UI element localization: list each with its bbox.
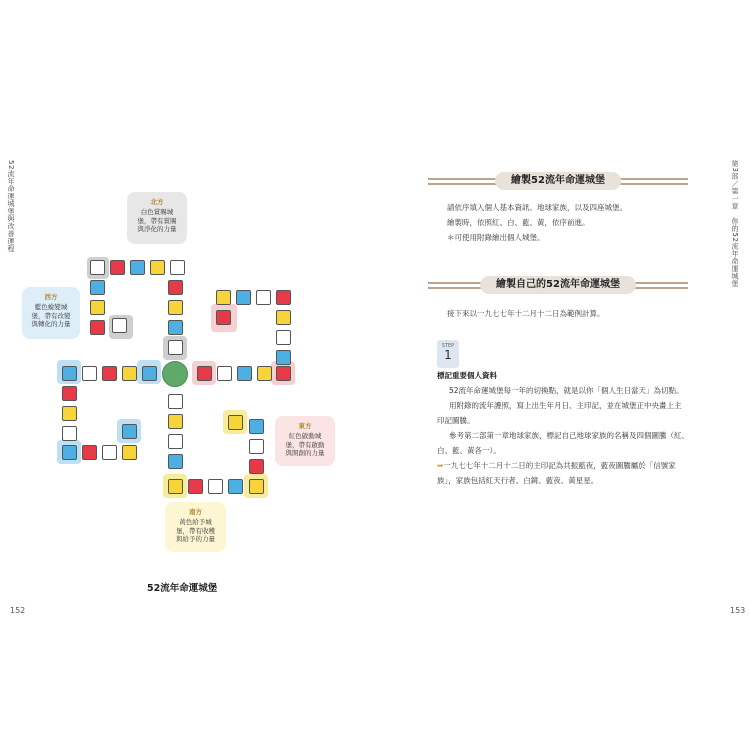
section1-line: 請依序填入個人基本資訊、地球家族，以及四座城堡。 xyxy=(447,203,627,212)
section2-intro: 接下來以一九七七年十二月十二日為範例計算。 xyxy=(447,309,605,318)
castle-cell xyxy=(90,280,105,295)
castle-cell xyxy=(62,406,77,421)
castle-cell xyxy=(276,310,291,325)
step-line: 白、藍、黃各一）。 xyxy=(437,446,501,455)
castle-cell xyxy=(249,459,264,474)
castle-cell xyxy=(256,290,271,305)
west-line: 與轉化的力量 xyxy=(31,320,71,329)
castle-cell xyxy=(216,290,231,305)
section2-title: 繪製自己的52流年命運城堡 xyxy=(480,276,636,294)
castle-cell xyxy=(168,280,183,295)
east-line: 與開創的力量 xyxy=(285,449,325,458)
south-line: 與給予的力量 xyxy=(176,535,215,544)
east-line: 紅色啟動城 xyxy=(288,431,322,440)
castle-cell xyxy=(276,290,291,305)
step-line: 用附錄的流年護照，寫上出生年月日、主印記，並在城堡正中央畫上主 xyxy=(449,401,682,410)
castle-cell xyxy=(249,439,264,454)
page-number-right: 153 xyxy=(730,606,746,615)
castle-cell xyxy=(102,366,117,381)
step-line: 一九七七年十二月十二日的主印記為共振藍夜，藍夜圖騰屬於「信號家 xyxy=(443,461,676,470)
running-head-right: 第3部／第一章 你的52流年命運城堡 xyxy=(731,160,739,288)
castle-cell xyxy=(276,366,291,381)
west-line: 堡，帶有改變 xyxy=(31,311,71,320)
south-line: 黃色給予城 xyxy=(179,517,212,526)
west-line: 藍色蛻變城 xyxy=(34,302,68,311)
section1-banner xyxy=(428,170,688,192)
section1-line: 繪製時，依照紅、白、藍、黃，依序前進。 xyxy=(447,218,590,227)
castle-cell xyxy=(122,445,137,460)
section1-body xyxy=(447,200,627,245)
castle-cell xyxy=(150,260,165,275)
castle-cell xyxy=(168,340,183,355)
east-title: 東方 xyxy=(298,422,312,430)
north-line: 與淨化的力量 xyxy=(137,225,177,234)
castle-cell xyxy=(82,366,97,381)
south-title: 南方 xyxy=(189,508,202,516)
north-line: 白色賞賜城 xyxy=(140,207,174,216)
step-number: 1 xyxy=(444,348,452,362)
castle-cell xyxy=(168,434,183,449)
castle-cell xyxy=(168,300,183,315)
castle-cell xyxy=(62,386,77,401)
castle-cell xyxy=(236,290,251,305)
castle-cell xyxy=(90,260,105,275)
castle-cell xyxy=(168,454,183,469)
castle-cell xyxy=(168,414,183,429)
castle-cell xyxy=(62,366,77,381)
castle-cell xyxy=(122,424,137,439)
running-head-left: 52流年命運城堡與改善運程 xyxy=(7,160,15,253)
castle-cell xyxy=(170,260,185,275)
right-page xyxy=(375,0,750,750)
castle-cell xyxy=(168,479,183,494)
north-line: 堡，帶有賞賜 xyxy=(137,216,177,225)
castle-cell xyxy=(249,419,264,434)
castle-cell xyxy=(217,366,232,381)
step-line: 族」，家族包括紅天行者、白鏡、藍夜、黃星星。 xyxy=(437,476,599,485)
castle-cell xyxy=(216,310,231,325)
step-title: 標記重要個人資料 xyxy=(437,371,497,380)
castle-cell xyxy=(102,445,117,460)
castle-cell xyxy=(257,366,272,381)
north-title: 北方 xyxy=(150,198,164,206)
south-line: 堡，帶有收穫 xyxy=(176,526,215,535)
arrow-icon: ➡ xyxy=(437,461,444,470)
section1-line: ＊可使用附錄繪出個人城堡。 xyxy=(447,233,545,242)
step-body xyxy=(437,383,717,488)
castle-cell xyxy=(62,445,77,460)
castle-cell xyxy=(130,260,145,275)
page-number-left: 152 xyxy=(10,606,26,615)
castle-cell xyxy=(82,445,97,460)
step-line: 52流年命運城堡每一年的切換點，就是以你「個人生日當天」為切點。 xyxy=(449,386,684,395)
step-line: 參考第二部第一章地球家族，標記自己地球家族的名稱及四個圖騰（紅、 xyxy=(449,431,689,440)
castle-cell xyxy=(90,320,105,335)
castle-cell xyxy=(276,350,291,365)
step-badge xyxy=(437,340,459,368)
section2-banner xyxy=(428,274,688,296)
castle-cell xyxy=(276,330,291,345)
diagram-caption: 52流年命運城堡 xyxy=(147,583,218,594)
east-line: 堡，帶有啟動 xyxy=(285,440,325,449)
castle-cell xyxy=(62,426,77,441)
castle-cell xyxy=(249,479,264,494)
castle-cell xyxy=(208,479,223,494)
castle-cell xyxy=(142,366,157,381)
step-label: STEP xyxy=(441,343,455,349)
castle-cell xyxy=(228,479,243,494)
castle-cell xyxy=(168,320,183,335)
castle-cell xyxy=(168,394,183,409)
castle-cell xyxy=(90,300,105,315)
castle-cell xyxy=(237,366,252,381)
castle-cell xyxy=(228,415,243,430)
castle-cell xyxy=(188,479,203,494)
castle-cell xyxy=(110,260,125,275)
castle-cell xyxy=(122,366,137,381)
center-main-seal-circle xyxy=(162,361,188,387)
west-title: 西方 xyxy=(44,293,58,301)
step-line: 印記圖騰。 xyxy=(437,416,475,425)
section1-title: 繪製52流年命運城堡 xyxy=(495,172,621,190)
castle-cell xyxy=(197,366,212,381)
castle-cell xyxy=(112,318,127,333)
